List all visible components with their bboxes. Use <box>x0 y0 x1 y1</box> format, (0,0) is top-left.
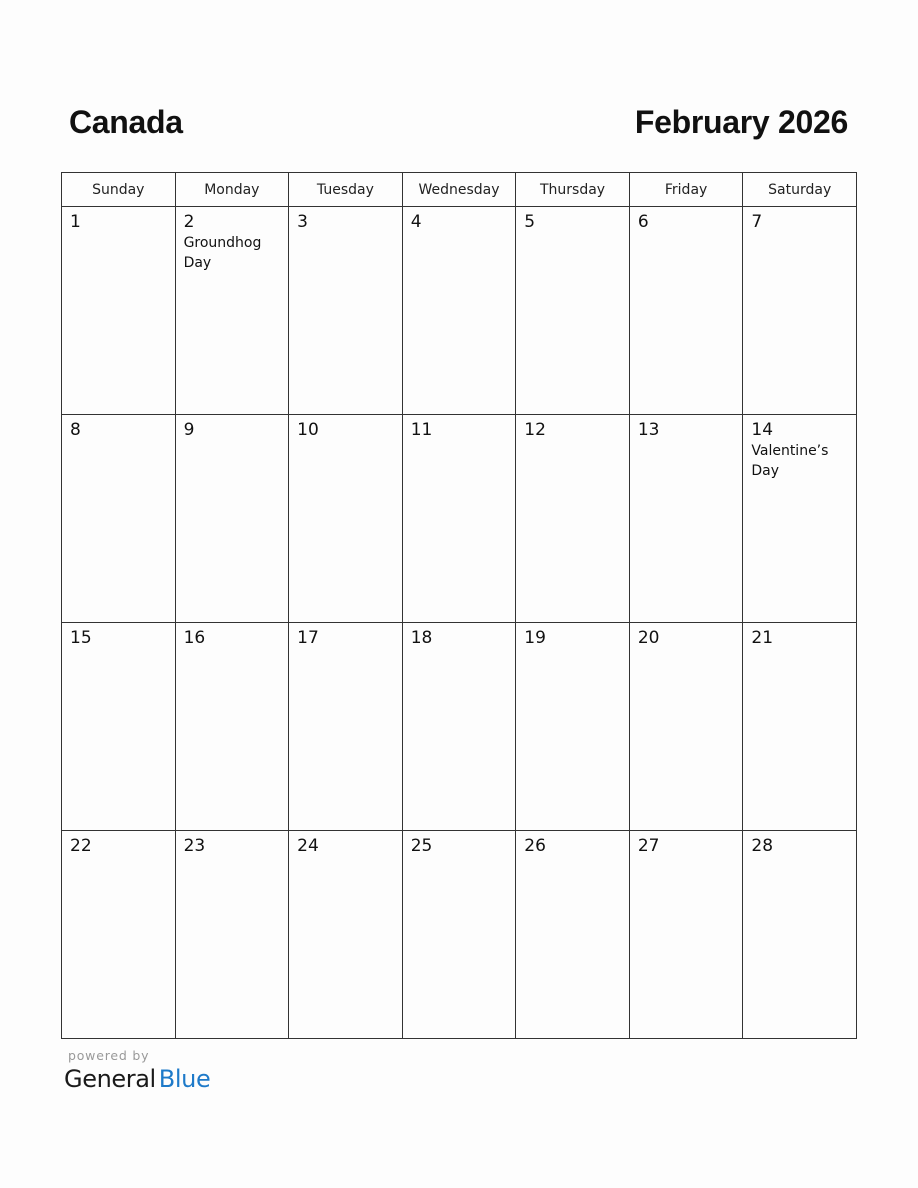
day-number: 28 <box>751 836 774 856</box>
day-cell[interactable] <box>743 415 857 623</box>
weekday-header: Friday <box>629 173 743 207</box>
day-number: 10 <box>297 420 319 440</box>
day-cell[interactable] <box>743 831 857 1039</box>
day-number: 20 <box>637 628 660 648</box>
powered-by-label: powered by <box>68 1048 150 1063</box>
day-cell[interactable] <box>289 623 403 831</box>
day-number: 5 <box>524 212 536 232</box>
day-number: 25 <box>410 836 433 856</box>
day-number: 6 <box>637 212 649 232</box>
day-cell[interactable] <box>629 415 743 623</box>
day-cell[interactable] <box>62 831 176 1039</box>
day-cell[interactable] <box>175 623 289 831</box>
holiday-label: Valentine’s Day <box>751 443 829 479</box>
day-number: 1 <box>70 212 81 232</box>
calendar-body <box>62 207 857 1039</box>
day-number: 22 <box>70 836 92 856</box>
weekday-header-row <box>62 173 857 207</box>
day-number: 11 <box>410 420 433 440</box>
weekday-header: Saturday <box>743 173 857 207</box>
day-number: 7 <box>751 212 763 232</box>
weekday-header: Monday <box>175 173 289 207</box>
weekday-header: Thursday <box>516 173 630 207</box>
day-cell[interactable] <box>175 207 289 415</box>
day-number: 19 <box>524 628 546 648</box>
day-cell[interactable] <box>516 831 630 1039</box>
day-cell[interactable] <box>289 831 403 1039</box>
day-number: 17 <box>297 628 319 648</box>
day-number: 23 <box>183 836 206 856</box>
calendar-grid <box>61 172 857 1039</box>
day-cell[interactable] <box>62 415 176 623</box>
day-cell[interactable] <box>402 207 516 415</box>
holiday-label: Groundhog Day <box>183 235 262 271</box>
day-cell[interactable] <box>629 207 743 415</box>
day-cell[interactable] <box>175 415 289 623</box>
day-number: 2 <box>183 212 195 232</box>
month-year-title: February 2026 <box>634 104 848 140</box>
day-number: 8 <box>70 420 81 440</box>
day-cell[interactable] <box>402 623 516 831</box>
day-cell[interactable] <box>743 207 857 415</box>
day-number: 27 <box>637 836 660 856</box>
day-cell[interactable] <box>516 415 630 623</box>
week-row <box>62 831 857 1039</box>
day-number: 3 <box>297 212 308 232</box>
day-cell[interactable] <box>402 831 516 1039</box>
week-row <box>62 623 857 831</box>
week-row <box>62 415 857 623</box>
day-cell[interactable] <box>62 207 176 415</box>
brand-general-text: General <box>64 1065 156 1093</box>
weekday-header: Sunday <box>62 173 176 207</box>
week-row <box>62 207 857 415</box>
day-number: 26 <box>524 836 546 856</box>
day-cell[interactable] <box>516 207 630 415</box>
day-cell[interactable] <box>629 831 743 1039</box>
day-number: 24 <box>297 836 319 856</box>
day-number: 12 <box>524 420 546 440</box>
day-number: 18 <box>410 628 433 648</box>
day-cell[interactable] <box>62 623 176 831</box>
day-number: 14 <box>751 420 774 440</box>
day-number: 16 <box>183 628 206 648</box>
day-number: 4 <box>410 212 422 232</box>
brand-blue-text: Blue <box>158 1065 211 1093</box>
country-title: Canada <box>69 104 183 140</box>
day-cell[interactable] <box>629 623 743 831</box>
day-number: 13 <box>637 420 660 440</box>
day-cell[interactable] <box>516 623 630 831</box>
footer <box>64 1048 210 1093</box>
day-cell[interactable] <box>289 415 403 623</box>
day-cell[interactable] <box>175 831 289 1039</box>
day-number: 21 <box>751 628 774 648</box>
brand-logo[interactable] <box>64 1065 210 1093</box>
day-number: 15 <box>70 628 92 648</box>
day-cell[interactable] <box>743 623 857 831</box>
weekday-header: Wednesday <box>402 173 516 207</box>
day-number: 9 <box>183 420 195 440</box>
weekday-header: Tuesday <box>289 173 403 207</box>
day-cell[interactable] <box>402 415 516 623</box>
day-cell[interactable] <box>289 207 403 415</box>
